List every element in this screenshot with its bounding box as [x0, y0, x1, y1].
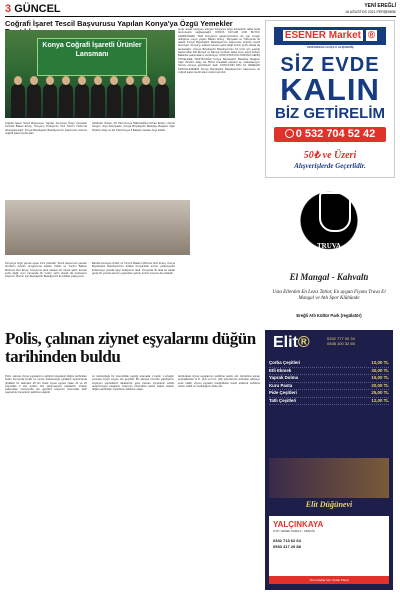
elit-logo: Elit® — [273, 334, 310, 351]
ad-line-1: SİZ EVDE — [280, 54, 380, 76]
truva-name: TRUVA — [317, 242, 341, 250]
caption-left: Coğrafi İşaret Tescil Başvurusu Yapılan Konya'ya Özgü Yemekler Tanıtıldı Bakan Ersoy: 'Konya'yı Türkiye'nin Yeni Turizm Yıldızı'na dönüştüreceğiz' Konya Büyükşehir Belediyesi'nin başvurusu üzerine coğrafi işaret tescili alan — [5, 122, 87, 135]
second-headline: Polis, çalınan ziynet eşyalarını düğün tarihinden buldu — [5, 329, 256, 366]
yalcinkaya-ad[interactable] — [269, 516, 389, 584]
elit-ad[interactable] — [265, 330, 393, 590]
elit-venue-photo — [269, 458, 389, 498]
truva-ad[interactable] — [265, 180, 393, 328]
yalcinkaya-phone[interactable]: 0332 713 62 64 0533 417 20 88 — [273, 538, 301, 549]
section-label: 3 GÜNCEL — [5, 3, 61, 15]
deal-note: Alışverişlerde Geçerlidir. — [294, 162, 366, 170]
menu-row: Tatlı Çeşitleri 12,00 TL — [269, 398, 389, 406]
photo-banner: Konya Coğrafi İşaretli Ürünler Lansmanı — [37, 38, 147, 76]
elit-phone[interactable]: 0332 777 00 34 0538 100 32 65 — [327, 336, 355, 346]
truva-script: El Mangal - Kahvaltı — [289, 272, 369, 282]
second-col-2: ım durdurduğu bir otomobilde yaptığı aramada 1 kadın 1 erkeğin yanında ziynet eşyası ele geçirildi. Bir daireye hırsızlık yaptıklarını söyleyen şüphelilerin ifadelerine göre çalınan ziynetlerin sahibi araştırılmaya başlandı. Kolyenin üzerindeki tarihe bakan ekipler düğün tarihinden ziynetlerin sahibine ulaştı. — [92, 375, 174, 392]
caption-right: Vahdettin Özkan, AK Parti Konya Milletvekilleri Orhan Erdem, Ahmet Sorgun, Ziya Altunyaldız, Konya Büyükşehir Belediye Başkanı Uğur İbrahim Altay ve AK Parti Konya İl Başkanı Hasan Angı katıldı. — [92, 122, 175, 132]
people-group — [5, 74, 175, 118]
side-column: proje olarak ilerleyen süreçte Konya'ya özgü lezzetlerin daha fazla tanınmasını sağlayacağız. KONYA YAYLAM ÇOK BÜYÜK LEZZETLERE YAPI Konya'nın gastronomisinin de çok zengin olduğuna vurgu yapan Bakan Ersoy, 'Dünyada ve Türkiye'de ilk olarak Konya Büyükşehir Belediyesi'nin başvurusu üzerine tescili alınmıştır. Konya'yı sadece kervan şehri değil turizm şehri olarak da tanıtacağız. Konya Büyükşehir Belediyesi'nin 10 ürün için yaptığı başvurudan Etli Ekmek ve Bamya Çorbası daha önce tescil alırken Bakanlık çalışmalarını sürdürüyor. KONYA'NIN KÜLTÜRÜNÜ GENİŞ KİTLELERE TANITACAĞIZ Konya Büyükşehir Belediye Başkanı Uğur İbrahim Altay ise 'Bizim buradaki pareleri ve mekanlarımızı hizmet etmeye gönüllüyüz' dedi. KONYA'NIN ÖZÜ 10 YEMEĞİN TESCİLLENMESİ Konya Büyükşehir Belediyesi'nin başvurusu ile coğrafi işaret tescili alan ürünler tanıtıldı. — [178, 28, 260, 74]
elit-menu — [269, 360, 389, 405]
esener-phone[interactable]: 0 532 704 52 42 — [274, 127, 386, 142]
ad-line-3: BİZ GETİRELİM — [275, 105, 385, 122]
menu-row: Çorba Çeşitleri 10,00 TL — [269, 360, 389, 368]
esener-ad[interactable] — [265, 20, 395, 178]
yalcinkaya-bar: Tüm Araçlar İçin Yedek Parça — [269, 576, 389, 584]
article-block-left: Konya'ya özgü yemek ayası 10'a yükseldi. Tescil başvurusu yapılan ürünlerin tanıtım programına katılan Kültür ve Turizm Bakanı Mehmet Nuri Ersoy, Konya'nın artık sadece bir transit şehir, kervan şehri değil, aynı zamanda bir turizm şehri olarak da anılmasını istiyoruz. Bunun için Büyükşehir Belediyemiz ile birlikte çalışıyoruz. — [5, 262, 87, 279]
yalcinkaya-name: YALÇINKAYA — [273, 520, 324, 529]
ad-line-2: KALIN — [280, 72, 380, 107]
second-col-1: Polis, çalınan ziynet eşyalarının sahibini kolyedeki düğün tarihinden buldu Konya'da kimlik ve ziynet bahanesiyle girdikleri apartmanda girdikleri bir daireden 20 bin liralık ziynet eşyası çalan 24 ve 20 yaşındaki 2 kişi polisin titiz çalışmasıyla yakalandı. Polisin çalışmaları sonucunda ele geçirilen kolyenin üzerindeki tarih sayesinde ziynetlerin sahibine ulaşıldı. — [5, 375, 87, 395]
truva-emblem — [269, 180, 389, 270]
second-col-3: durdurarak ziynet eşyalarının sahibine teslim etti. Gözaltına alınan şüphelilerden G.Ö. (24) ve D.G. (20) işlemlerinin ardından adliyeye sevk edildi. Ziynet eşyaları fotoğraflarla tespit edilerek sahibine teslim edildi ve mutluluğunu ifade etti. — [178, 375, 260, 388]
truva-text: Usta Ellerden En Lezız Tatlar, En uygun Fiyata Truva El Mangal ve Atlı Spor Klübünde — [272, 290, 386, 301]
menu-row: Etli Ekmek 30,00 TL — [269, 368, 389, 376]
masthead — [5, 3, 396, 17]
brand-name: YENİ EREĞLİ — [364, 3, 396, 9]
menu-row: Yaprak Dolma 15,00 TL — [269, 375, 389, 383]
issue-date: 16 AĞUSTOS 2021 PERŞEMBE — [345, 10, 396, 14]
deal-amount: 50₺ ve Üzeri — [303, 150, 357, 161]
phone-icon — [285, 129, 294, 138]
main-headline: Coğrafi İşaret Tescil Başvurusu Yapılan Konya'ya Özgü Yemekler — [5, 19, 233, 28]
main-photo — [5, 30, 175, 118]
yalcinkaya-sub: OTO YEDEK PARÇA - SERVİS — [273, 529, 315, 533]
menu-row: Pide Çeşitleri 25,00 TL — [269, 390, 389, 398]
article-block-right: Bandla konuşan Kültür ve Turizm Bakanı Mehmet Nuri Ersoy, Konya Büyükşehir Belediyesi'nin birlikte Konya'daki turizm potansiyelini ilerletmeye yönelik ilgiyi bekliyoruz dedi. Konya'da ilk defa bu kadar geniş bir yemek tanıtımı yapılırken şehrin turizm vizyonu da anlatıldı. — [92, 262, 175, 275]
menu-row: Kuru Pasta 20,00 TL — [269, 383, 389, 391]
horse-icon — [319, 192, 351, 232]
truva-address: Ereğli Atlı Kültür Park (regülatör) — [296, 313, 362, 318]
esener-tagline: YENİ EREĞLİ GÜÇLÜ ALIŞVERİŞ — [306, 45, 354, 49]
secondary-photo — [5, 200, 190, 255]
esener-logo: ESENER Market ® — [274, 27, 386, 45]
elit-caption: Elit Düğünevi — [305, 500, 353, 509]
